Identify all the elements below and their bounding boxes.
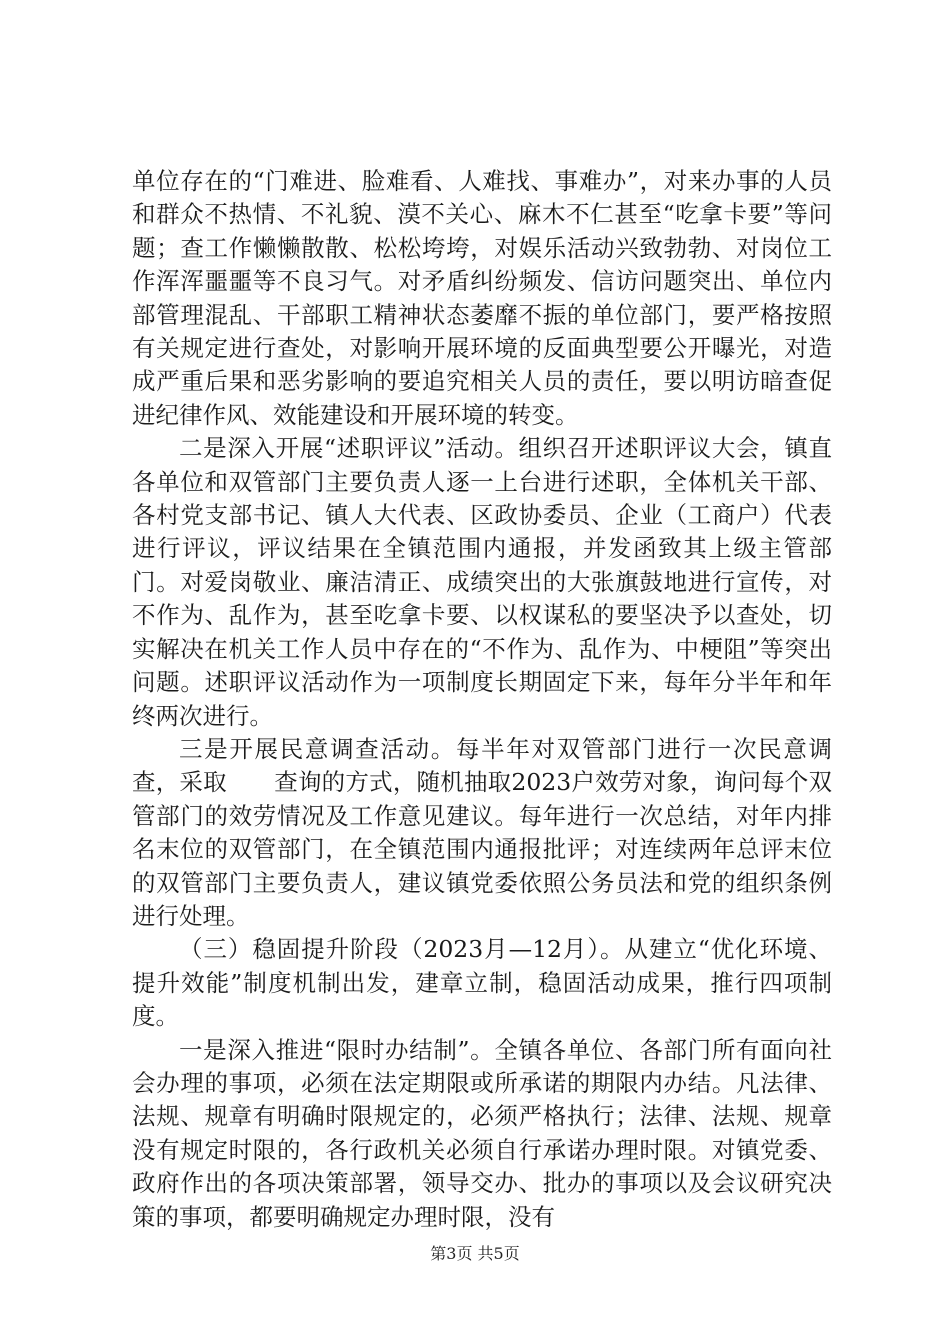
paragraph-1: 单位存在的“门难进、脸难看、人难找、事难办”，对来办事的人员和群众不热情、不礼貌、漠不关心、麻木不仁甚至“吃拿卡要”等问题；查工作懒懒散散、松松垮垮，对娱乐活动兴致勃勃、对岗位工作浑浑噩噩等不良习气。对矛盾纠纷频发、信访问题突出、单位内部管理混乱、干部职工精神状态萎靡不振的单位部门，要严格按照有关规定进行查处，对影响开展环境的反面典型要公开曝光，对造成严重后果和恶劣影响的要追究相关人员的责任，要以明访暗查促进纪律作风、效能建设和开展环境的转变。 [132, 167, 832, 429]
paragraph-5: 一是深入推进“限时办结制”。全镇各单位、各部门所有面向社会办理的事项，必须在法定期限或所承诺的期限内办结。凡法律、法规、规章有明确时限规定的，必须严格执行；法律、法规、规章没有规定时限的，各行政机关必须自行承诺办理时限。对镇党委、政府作出的各项决策部署，领导交办、批办的事项以及会议研究决策的事项，都要明确规定办理时限，没有 [132, 1035, 832, 1231]
paragraph-4: （三）稳固提升阶段（2023月—12月）。从建立“优化环境、提升效能”制度机制出发，建章立制，稳固活动成果，推行四项制度。 [132, 935, 832, 1031]
document-body [132, 165, 832, 1234]
page-footer: 第3页 共5页 [430, 1244, 520, 1263]
paragraph-3: 三是开展民意调查活动。每半年对双管部门进行一次民意调查，采取 查询的方式，随机抽取2023户效劳对象，询问每个双管部门的效劳情况及工作意见建议。每年进行一次总结，对年内排名末位的双管部门，在全镇范围内通报批评；对连续两年总评末位的双管部门主要负责人，建议镇党委依照公务员法和党的组织条例进行处理。 [132, 734, 832, 930]
paragraph-2: 二是深入开展“述职评议”活动。组织召开述职评议大会，镇直各单位和双管部门主要负责人逐一上台进行述职，全体机关干部、各村党支部书记、镇人大代表、区政协委员、企业（工商户）代表进行评议，评议结果在全镇范围内通报，并发函致其上级主管部门。对爱岗敬业、廉洁清正、成绩突出的大张旗鼓地进行宣传，对不作为、乱作为，甚至吃拿卡要、以权谋私的要坚决予以查处，切实解决在机关工作人员中存在的“不作为、乱作为、中梗阻”等突出问题。述职评议活动作为一项制度长期固定下来，每年分半年和年终两次进行。 [132, 434, 832, 730]
